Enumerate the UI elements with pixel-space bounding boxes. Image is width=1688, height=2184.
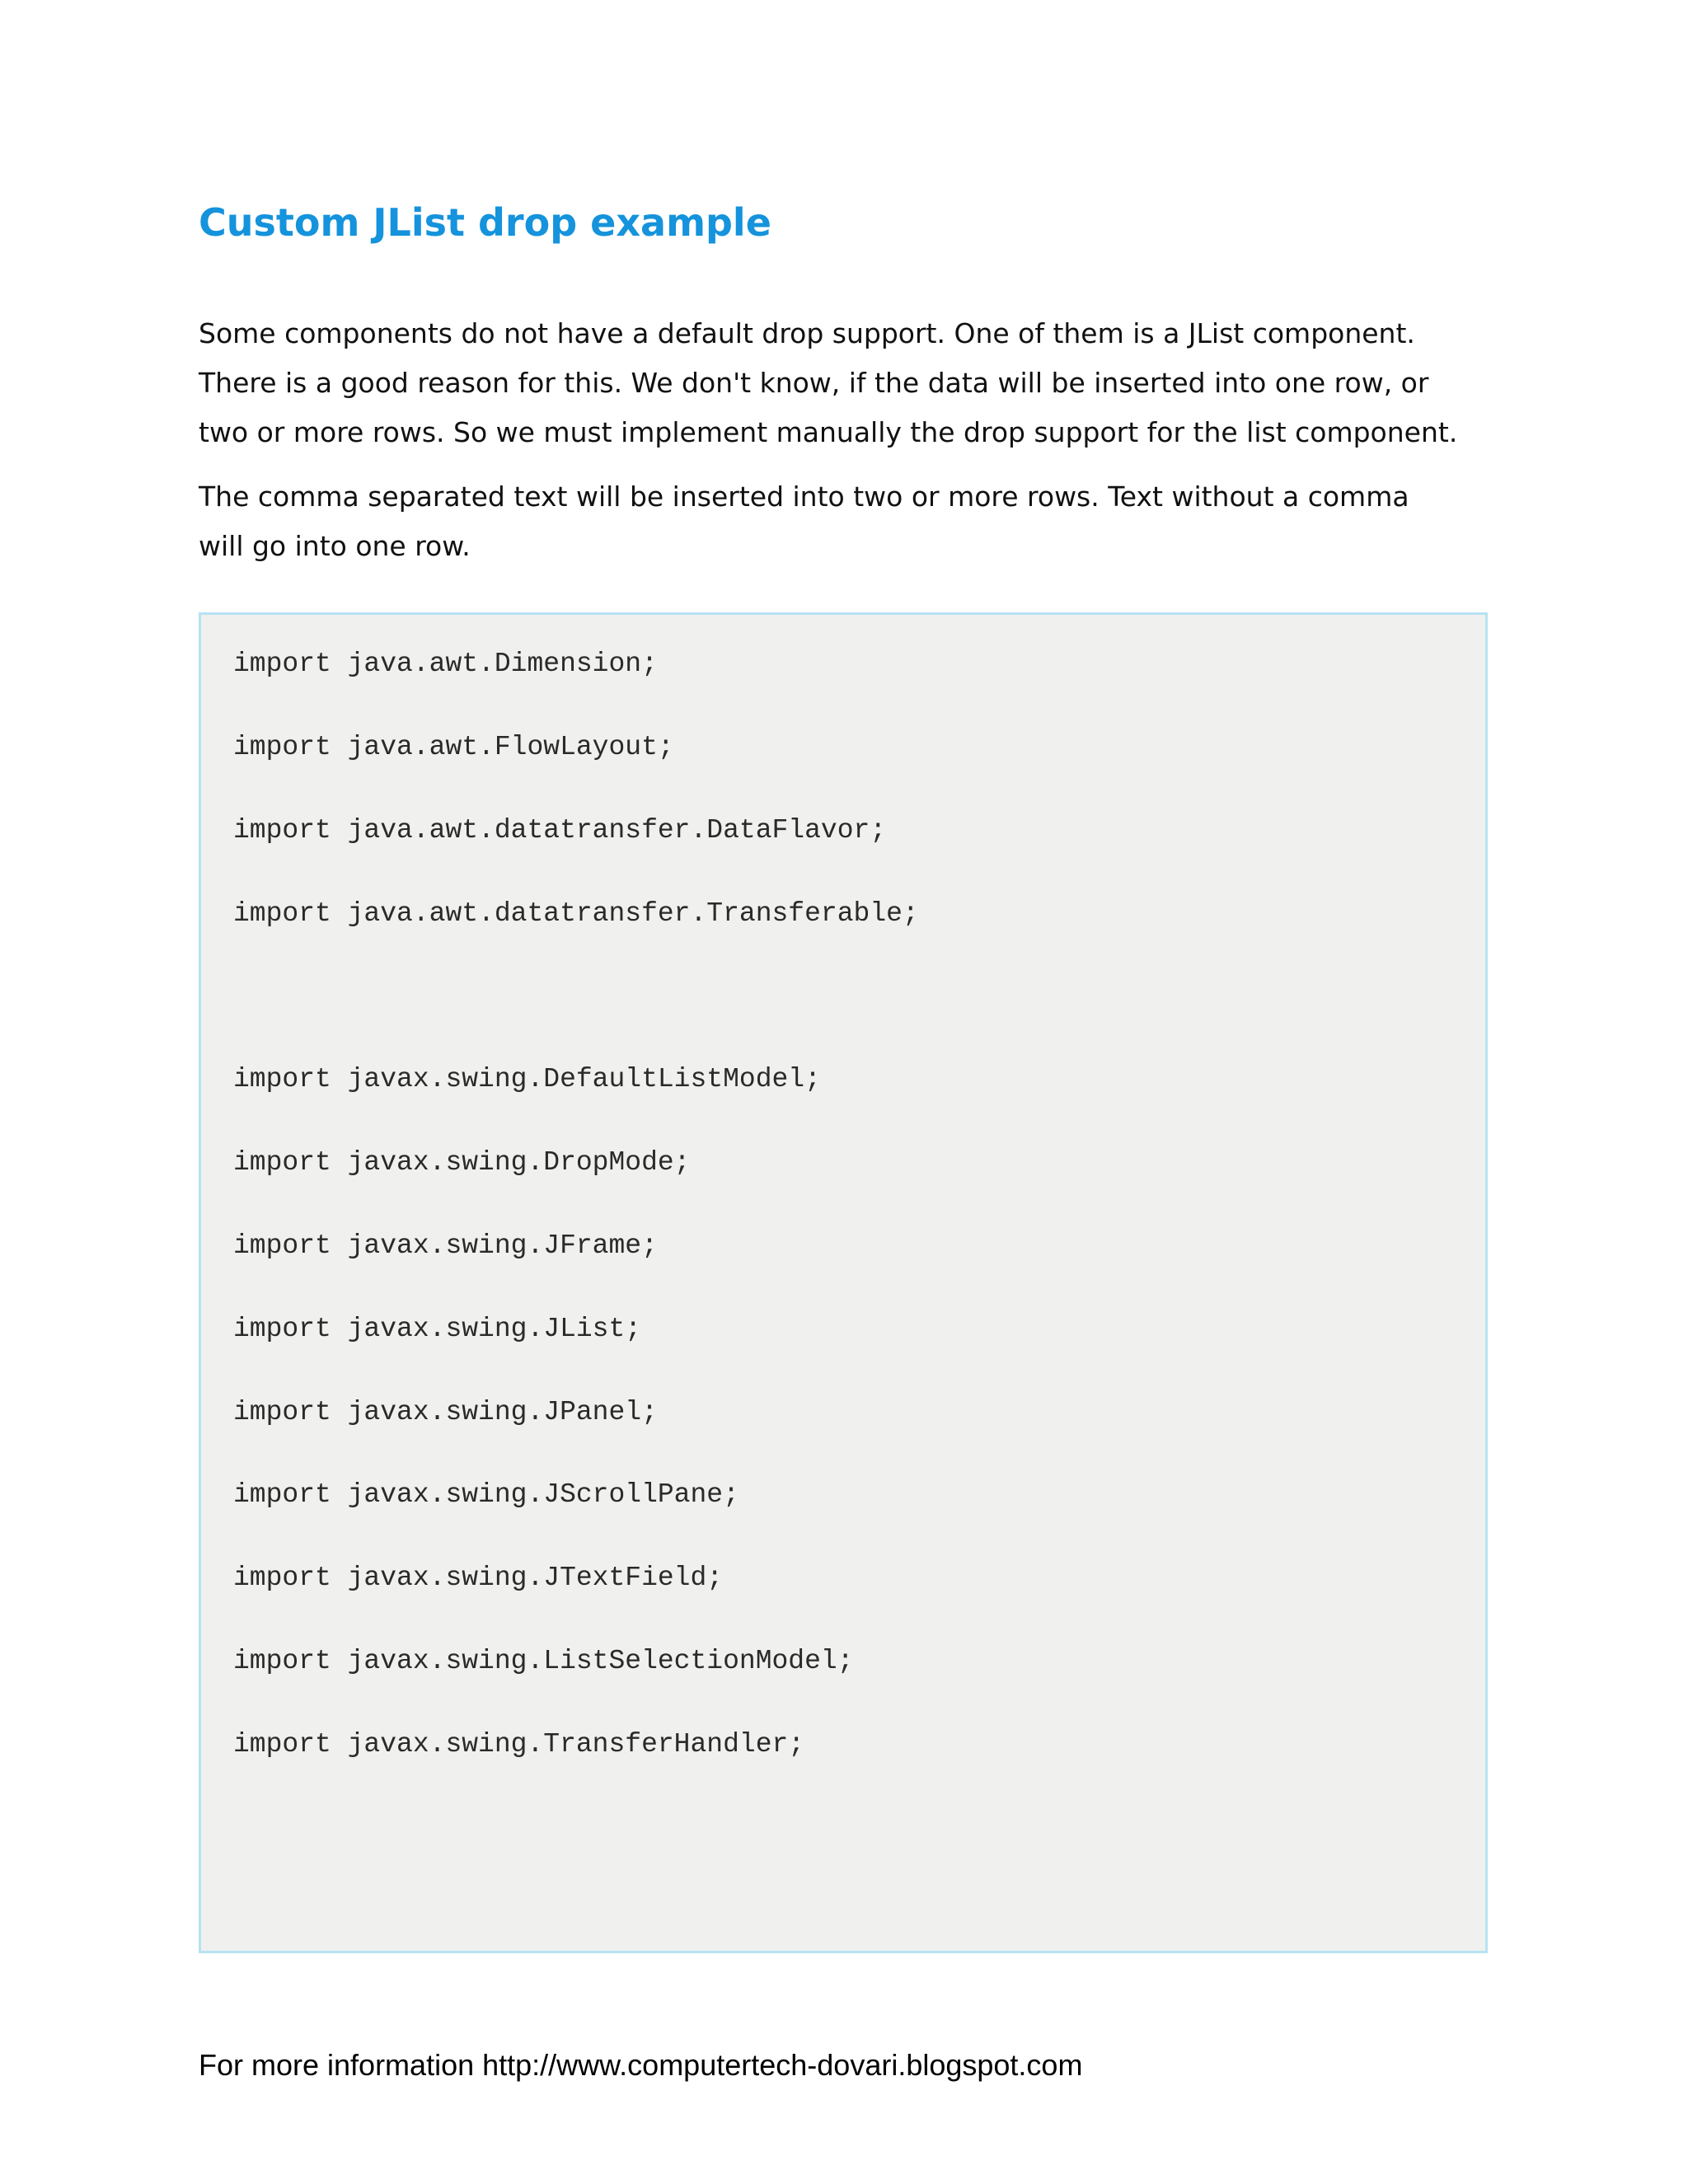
comma-paragraph [199,472,1534,571]
code-line: import java.awt.FlowLayout; [233,732,674,762]
code-line: import javax.swing.JList; [233,1314,642,1344]
code-line: import java.awt.datatransfer.DataFlavor; [233,815,887,846]
code-line: import javax.swing.DropMode; [233,1147,691,1178]
paragraph-line: There is a good reason for this. We don't know, if the data will be inserted into one row, or [199,367,1429,399]
code-line: import java.awt.datatransfer.Transferable; [233,898,919,929]
paragraph-line: The comma separated text will be inserted into two or more rows. Text without a comma [199,480,1409,513]
code-line: import javax.swing.JFrame; [233,1230,658,1261]
code-line: import java.awt.Dimension; [233,649,658,679]
paragraph-line: will go into one row. [199,530,471,562]
paragraph-line: two or more rows. So we must implement manually the drop support for the list component. [199,416,1458,448]
code-line: import javax.swing.JTextField; [233,1563,724,1593]
code-line: import javax.swing.ListSelectionModel; [233,1646,854,1676]
footer-info: For more information http://www.computertech-dovari.blogspot.com [199,2048,1083,2082]
page-title: Custom JList drop example [199,200,771,245]
code-line: import javax.swing.DefaultListModel; [233,1064,821,1094]
code-block [199,612,1488,1953]
intro-paragraph [199,309,1534,457]
code-line: import javax.swing.TransferHandler; [233,1729,805,1760]
paragraph-line: Some components do not have a default drop support. One of them is a JList component. [199,317,1415,349]
code-line: import javax.swing.JScrollPane; [233,1479,739,1510]
code-line: import javax.swing.JPanel; [233,1397,658,1427]
